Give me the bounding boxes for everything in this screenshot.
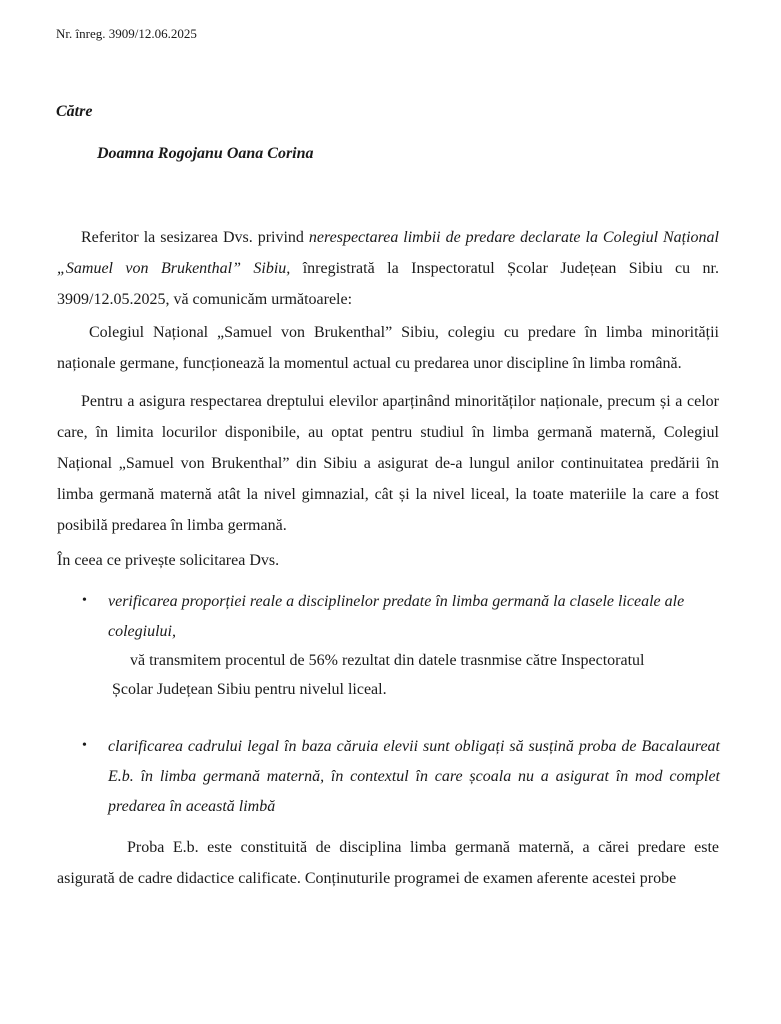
paragraph-intro <box>57 222 719 315</box>
registration-number: Nr. înreg. 3909/12.06.2025 <box>56 26 197 41</box>
bullet-1-answer-line-2: Școlar Județean Sibiu pentru nivelul liceal. <box>112 681 387 698</box>
paragraph-exam: Proba E.b. este constituită de disciplina limba germană maternă, a cărei predare este asigurată de cadre didactice calificate. Conținuturile programei de examen aferente acestei probe <box>57 839 719 887</box>
bullet-2-icon: • <box>82 738 87 753</box>
bullet-1-answer-line-1: vă transmitem procentul de 56% rezultat din datele trasnmise către Inspectoratul <box>130 652 645 669</box>
recipient-name: Doamna Rogojanu Oana Corina <box>97 145 314 162</box>
intro-start: Referitor la sesizarea Dvs. privind <box>81 229 309 246</box>
salutation-to: Către <box>56 103 93 120</box>
paragraph-request-intro: În ceea ce privește solicitarea Dvs. <box>57 552 280 569</box>
bullet-1-answer <box>112 646 712 704</box>
bullet-1-icon: • <box>82 593 87 608</box>
bullet-2-title: clarificarea cadrului legal în baza căruia elevii sunt obligați să susțină proba de Bacalaureat E.b. în limba germană maternă, în contextul în care școala nu a asigurat în mod complet predarea în această limbă <box>108 738 720 815</box>
bullet-1-title: verificarea proporției reale a disciplinelor predate în limba germană la clasele liceale ale colegiului, <box>108 593 685 640</box>
intro-end: înregistrată la Inspectoratul Școlar Județean Sibiu cu nr. 3909/12.05.2025, vă comunicăm următoarele: <box>57 260 720 308</box>
paragraph-college-status: Colegiul Național „Samuel von Brukenthal” Sibiu, colegiu cu predare în limba minorității naționale germane, funcționează la momentul actual cu predarea unor discipline în limba română. <box>57 324 719 372</box>
paragraph-rights: Pentru a asigura respectarea dreptului elevilor aparținând minorităților naționale, precum și a celor care, în limita locurilor disponibile, au optat pentru studiul în limba germană maternă, Colegiul Național „Samuel von Brukenthal” din Sibiu a asigurat de-a lungul anilor continuitatea predării în limba germană maternă atât la nivel gimnazial, cât și la nivel liceal, la toate materiile la care a fost posibilă predarea în limba germană. <box>57 393 719 534</box>
intro-subject: nerespectarea limbii de predare declarate la Colegiul Național „Samuel von Brukenthal” Sibiu, <box>57 229 719 277</box>
